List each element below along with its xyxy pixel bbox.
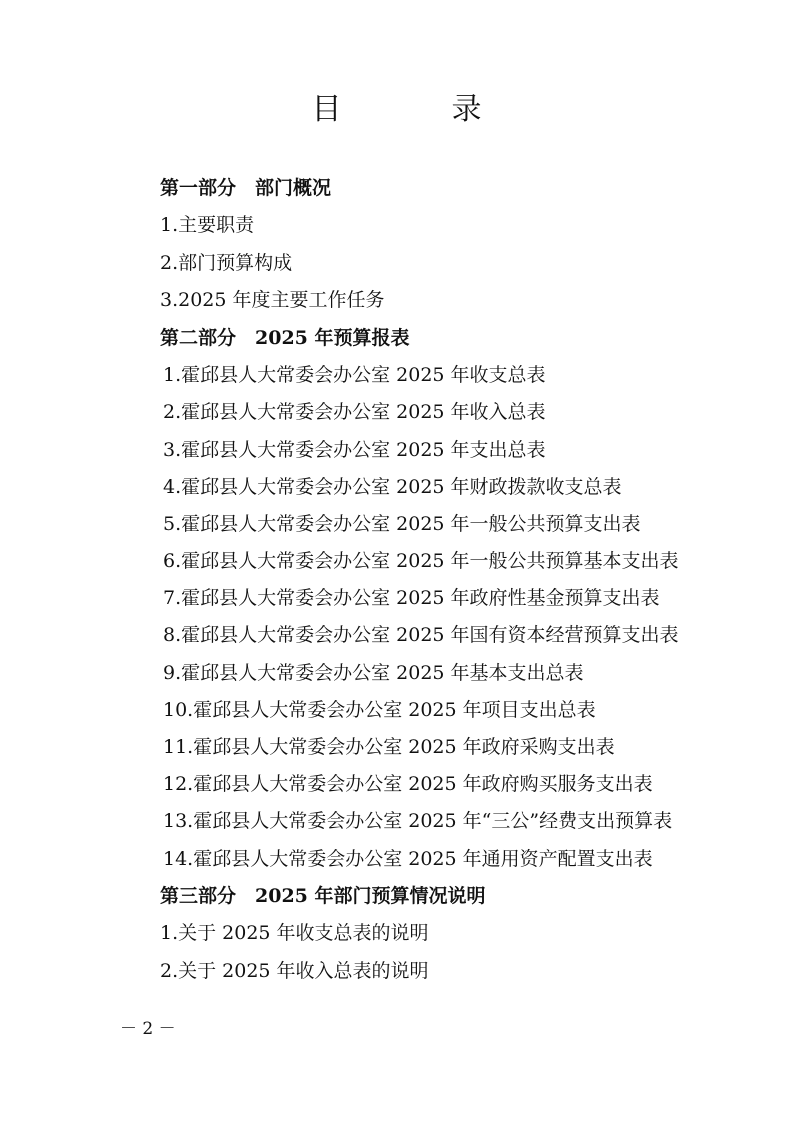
toc-item: 11.霍邱县人大常委会办公室 2025 年政府采购支出表 bbox=[163, 736, 615, 758]
toc-item: 3.霍邱县人大常委会办公室 2025 年支出总表 bbox=[163, 439, 546, 461]
toc-item: 12.霍邱县人大常委会办公室 2025 年政府购买服务支出表 bbox=[163, 773, 653, 795]
toc-item: 2.关于 2025 年收入总表的说明 bbox=[160, 960, 429, 982]
toc-item: 13.霍邱县人大常委会办公室 2025 年“三公”经费支出预算表 bbox=[163, 810, 673, 832]
toc-item: 9.霍邱县人大常委会办公室 2025 年基本支出总表 bbox=[163, 662, 584, 684]
toc-item: 2.部门预算构成 bbox=[160, 252, 293, 274]
toc-item: 14.霍邱县人大常委会办公室 2025 年通用资产配置支出表 bbox=[163, 848, 653, 870]
page-number: － 2 － bbox=[120, 1019, 176, 1039]
toc-item: 8.霍邱县人大常委会办公室 2025 年国有资本经营预算支出表 bbox=[163, 624, 679, 646]
page-title: 目 录 bbox=[311, 92, 522, 127]
toc-item: 1.主要职责 bbox=[160, 214, 255, 236]
toc-item: 4.霍邱县人大常委会办公室 2025 年财政拨款收支总表 bbox=[163, 476, 622, 498]
toc-item: 1.关于 2025 年收支总表的说明 bbox=[160, 922, 429, 944]
toc-item: 7.霍邱县人大常委会办公室 2025 年政府性基金预算支出表 bbox=[163, 587, 660, 609]
section-heading-2: 第二部分 2025 年预算报表 bbox=[160, 327, 410, 349]
section-heading-3: 第三部分 2025 年部门预算情况说明 bbox=[160, 885, 486, 907]
toc-item: 1.霍邱县人大常委会办公室 2025 年收支总表 bbox=[163, 364, 546, 386]
section-heading-1: 第一部分 部门概况 bbox=[160, 177, 332, 199]
toc-item: 2.霍邱县人大常委会办公室 2025 年收入总表 bbox=[163, 401, 546, 423]
toc-item: 5.霍邱县人大常委会办公室 2025 年一般公共预算支出表 bbox=[163, 513, 641, 535]
toc-item: 10.霍邱县人大常委会办公室 2025 年项目支出总表 bbox=[163, 699, 596, 721]
toc-item: 6.霍邱县人大常委会办公室 2025 年一般公共预算基本支出表 bbox=[163, 550, 679, 572]
toc-item: 3.2025 年度主要工作任务 bbox=[160, 289, 385, 311]
